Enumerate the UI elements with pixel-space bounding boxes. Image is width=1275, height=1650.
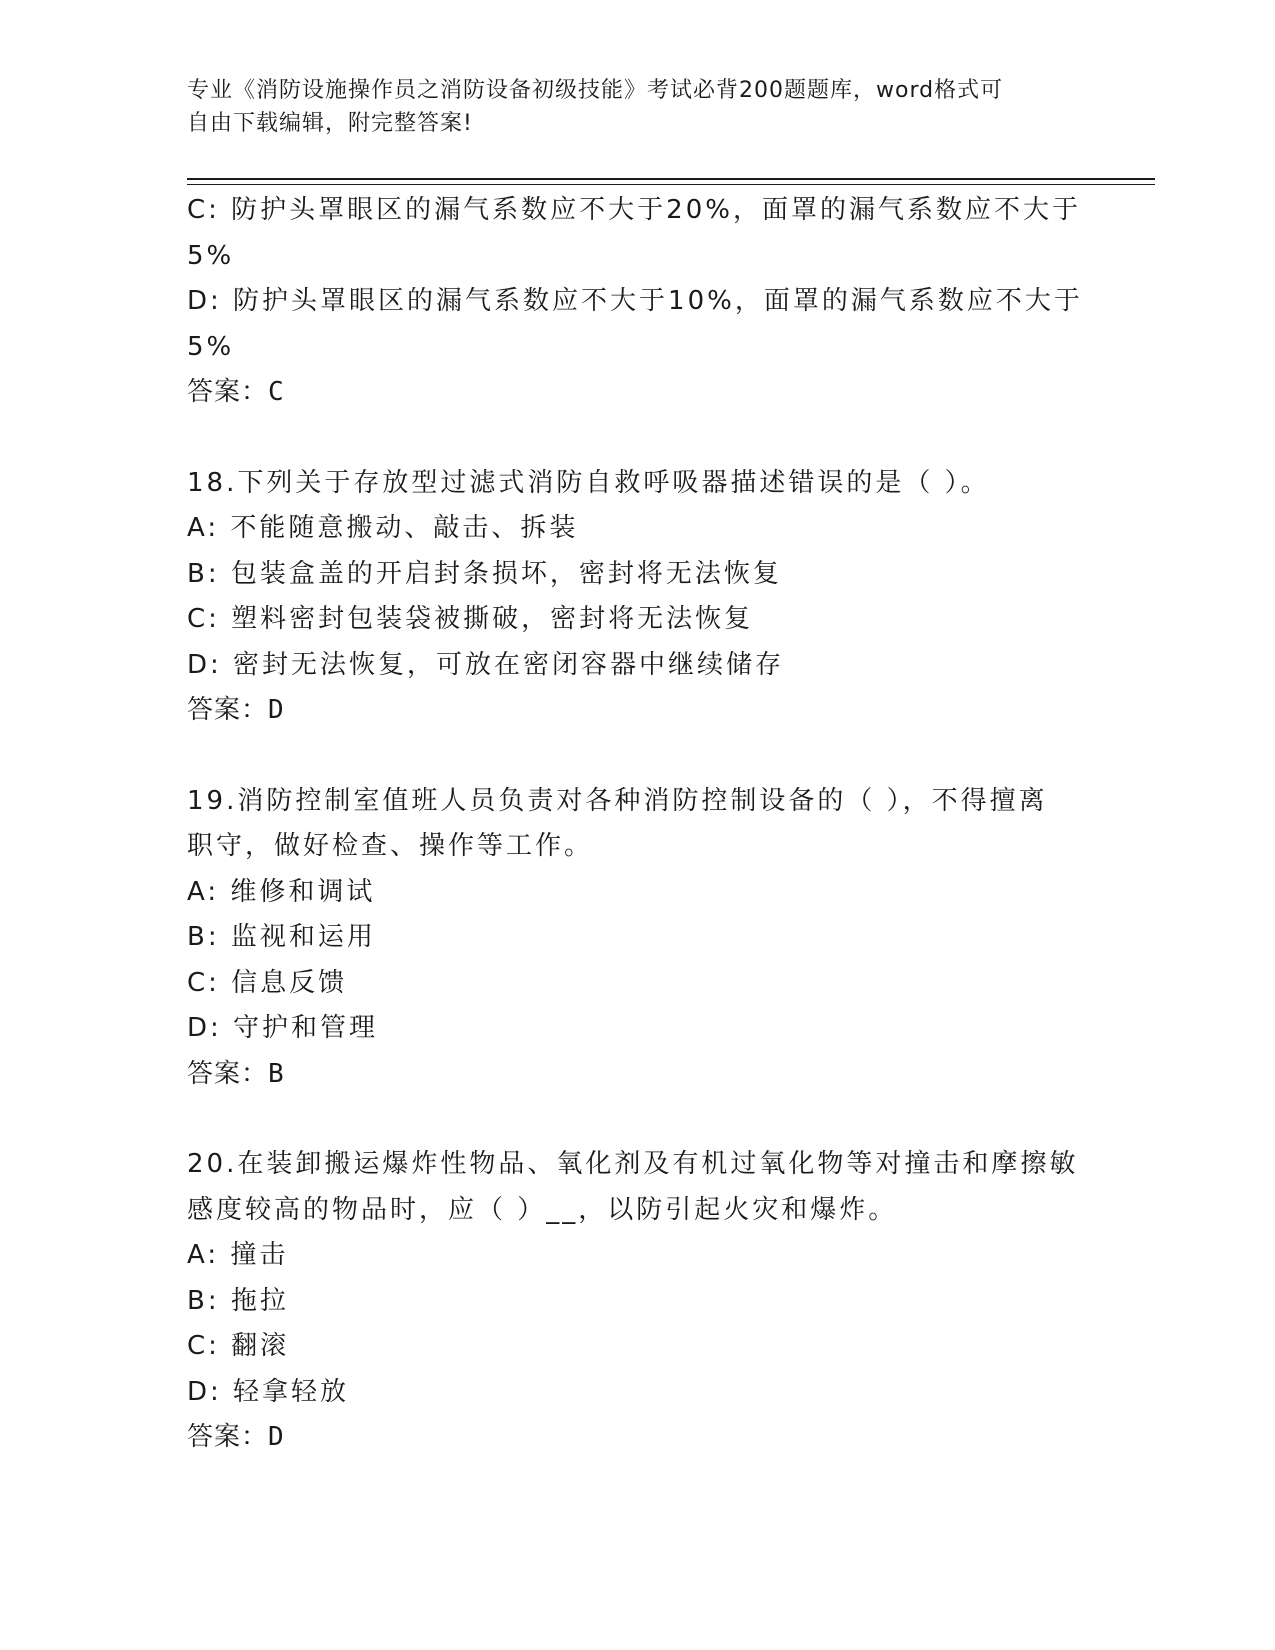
option-c-line-2: 5%	[187, 240, 235, 271]
question-18-option-a: A: 不能随意搬动、敲击、拆装	[187, 513, 579, 543]
question-18-option-b: B: 包装盒盖的开启封条损坏，密封将无法恢复	[187, 558, 782, 589]
question-19-option-a: A: 维修和调试	[187, 876, 376, 907]
question-19-stem-line-2: 职守，做好检查、操作等工作。	[187, 831, 594, 861]
header-divider	[187, 178, 1155, 185]
question-19-stem-line-1: 19.消防控制室值班人员负责对各种消防控制设备的（ ），不得擅离	[187, 785, 1048, 816]
option-c-line-1: C: 防护头罩眼区的漏气系数应不大于20%，面罩的漏气系数应不大于	[187, 195, 1081, 225]
question-19-option-d: D: 守护和管理	[187, 1013, 379, 1043]
question-20-option-b: B: 拖拉	[187, 1285, 289, 1316]
option-d-line-2: 5%	[187, 331, 235, 362]
answer-17: 答案：C	[187, 377, 285, 407]
question-20-option-c: C: 翻滚	[187, 1331, 290, 1361]
question-18-stem: 18.下列关于存放型过滤式消防自救呼吸器描述错误的是（ ）。	[187, 467, 990, 498]
question-20-stem-line-2: 感度较高的物品时，应（ ）__，以防引起火灾和爆炸。	[187, 1194, 898, 1225]
document-header	[187, 74, 1067, 140]
question-19-option-b: B: 监视和运用	[187, 922, 376, 952]
header-line-2: 自由下载编辑，附完整答案!	[187, 111, 473, 136]
question-20-option-d: D: 轻拿轻放	[187, 1376, 350, 1407]
question-content	[187, 188, 1083, 1461]
option-d-line-1: D: 防护头罩眼区的漏气系数应不大于10%，面罩的漏气系数应不大于	[187, 286, 1083, 316]
answer-19: 答案：B	[187, 1058, 285, 1089]
answer-20: 答案：D	[187, 1422, 285, 1452]
spacer	[187, 416, 1067, 461]
question-17-continued	[187, 188, 1083, 416]
question-20-option-a: A: 撞击	[187, 1240, 289, 1270]
spacer	[187, 734, 1067, 779]
question-19-option-c: C: 信息反馈	[187, 967, 348, 998]
question-18-option-d: D: 密封无法恢复，可放在密闭容器中继续储存	[187, 649, 785, 680]
question-18-option-c: C: 塑料密封包装袋被撕破，密封将无法恢复	[187, 604, 754, 634]
question-19	[187, 779, 1067, 1098]
question-20-stem-line-1: 20.在装卸搬运爆炸性物品、氧化剂及有机过氧化物等对撞击和摩擦敏	[187, 1149, 1079, 1179]
spacer	[187, 1097, 1067, 1142]
answer-18: 答案：D	[187, 695, 285, 725]
question-18	[187, 461, 1067, 734]
question-20	[187, 1142, 1079, 1461]
header-line-1: 专业《消防设施操作员之消防设备初级技能》考试必背200题题库，word格式可	[187, 78, 1004, 103]
